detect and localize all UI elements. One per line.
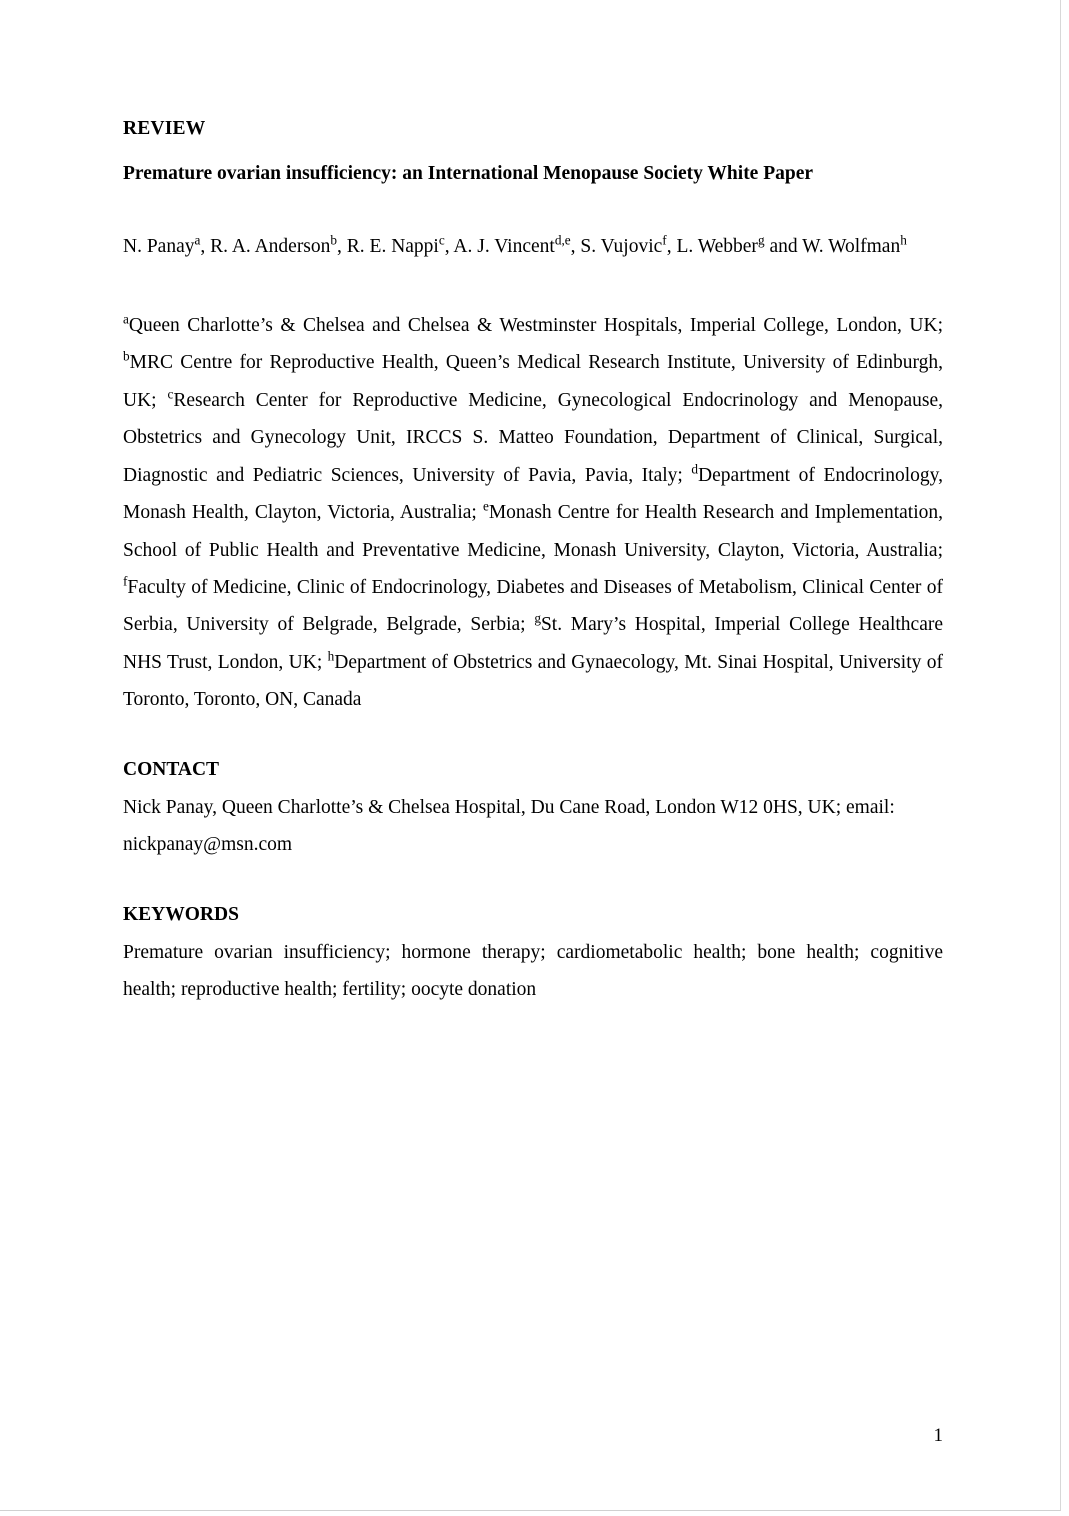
page-number: 1 <box>933 1425 943 1446</box>
affiliations-block: $^a$Queen Charlotte’s & Chelsea and Chelsea & Westminster Hospitals, Imperial College, London, UK; $^b$MRC Centre for Reproductive Health, Queen’s Medical Research Institute, University of Edinburgh, UK; $^c$Research Center for Reproductive Medicine, Gynecological Endocrinology and Menopause, Obstetrics and Gynecology Unit, IRCCS S. Matteo Foundation, Department of Clinical, Surgical, Diagnostic and Pediatric Sciences, University of Pavia, Pavia, Italy; $^d$Department of Endocrinology, Monash Health, Clayton, Victoria, Australia; $^e$Monash Centre for Health Research and Implementation, School of Public Health and Preventative Medicine, Monash University, Clayton, Victoria, Australia; $^f$Faculty of Medicine, Clinic of Endocrinology, Diabetes and Diseases of Metabolism, Clinical Center of Serbia, University of Belgrade, Belgrade, Serbia; $^g$St. Mary’s Hospital, Imperial College Healthcare NHS Trust, London, UK; $^h$Department of Obstetrics and Gynaecology, Mt. Sinai Hospital, University of Toronto, Toronto, ON, Canada <box>123 311 944 711</box>
keywords-list: Premature ovarian insufficiency; hormone therapy; cardiometabolic health; bone health; cognitive health; reproductive health; fertility; oocyte donation <box>123 941 943 1001</box>
contact-section-label: CONTACT <box>123 758 220 780</box>
page-content <box>123 118 943 1008</box>
keywords-section-label: KEYWORDS <box>123 903 239 925</box>
author-list: N. Panay$^a$, R. A. Anderson$^b$, R. E. Nappi$^c$, A. J. Vincent$^{d,e}$, S. Vujovic$^f$, L. Webber$^g$ and W. Wolfman$^h$ <box>123 232 907 258</box>
article-type-label: REVIEW <box>123 118 206 139</box>
page-title: Premature ovarian insufficiency: an International Menopause Society White Paper <box>123 163 814 184</box>
contact-details: Nick Panay, Queen Charlotte’s & Chelsea Hospital, Du Cane Road, London W12 0HS, UK; email: nickpanay@msn.com <box>123 796 895 856</box>
